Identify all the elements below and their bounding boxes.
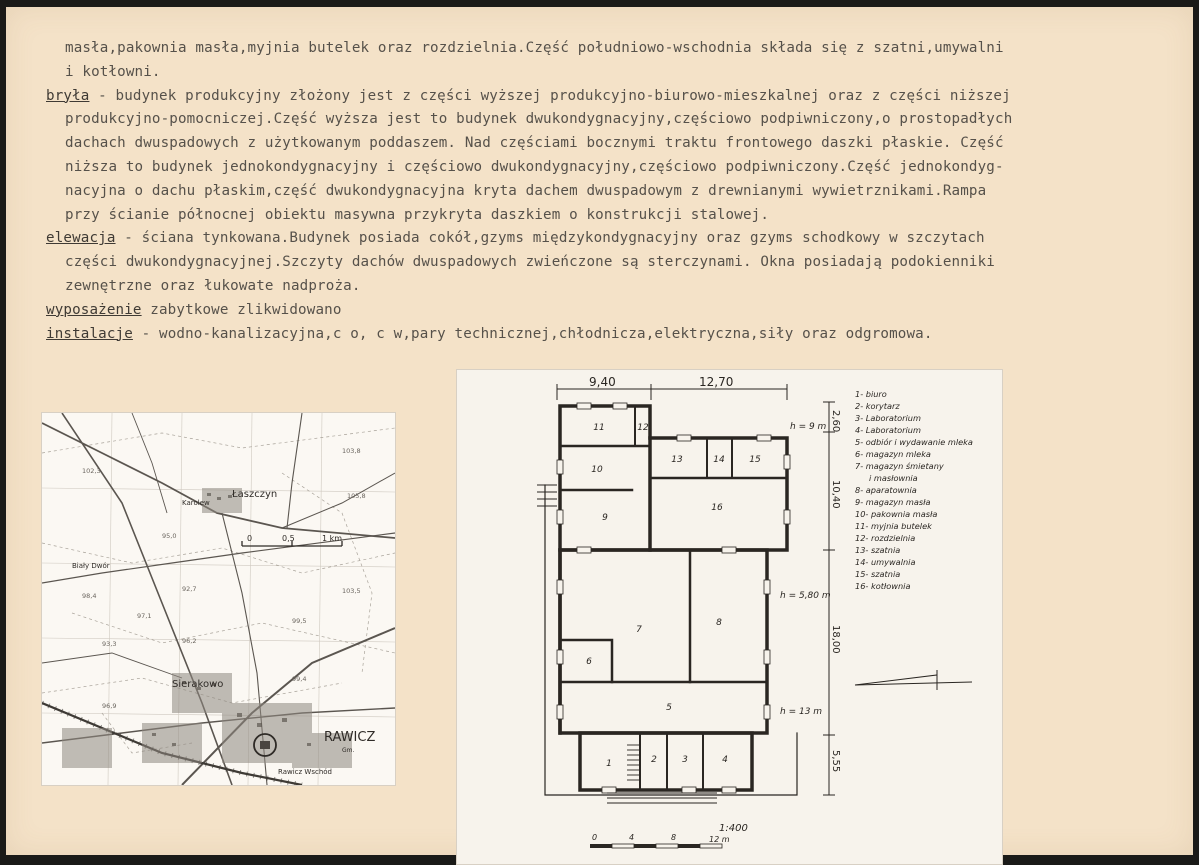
room-number: 10 [591, 465, 603, 475]
room-number: 14 [713, 455, 725, 465]
document-page [6, 7, 1193, 855]
text-span: niższa to budynek jednokondygnacyjny i częściowo dwukondygnacyjny,częściowo podpiwniczony.Część jednokondyg- [65, 158, 1004, 175]
text-line [46, 108, 1176, 132]
room-number: 1 [606, 759, 612, 769]
legend-item: 4- Laboratorium [855, 425, 921, 435]
text-span: nacyjna o dachu płaskim,część dwukondygnacyjna kryta dachem dwuspadowym z drewnianymi wywietrznikami.Rampa [65, 182, 987, 199]
room-number: 5 [666, 703, 672, 713]
text-span: - budynek produkcyjny złożony jest z części wyższej produkcyjno-biurowo-mieszkalnej oraz z części niższej [89, 87, 1011, 104]
map-label: Rawicz Wschód [278, 768, 332, 776]
map-label: Sierakowo [172, 679, 224, 690]
text-span: - wodno-kanalizacyjna,c o, c w,pary technicznej,chłodnicza,elektryczna,siły oraz odgromowa. [132, 325, 933, 342]
room-number: 13 [671, 455, 683, 465]
text-span: zewnętrzne oraz łukowate nadproża. [65, 277, 361, 294]
legend-item: 12- rozdzielnia [855, 533, 916, 543]
legend-item: 13- szatnia [855, 545, 901, 555]
legend-item: 8- aparatownia [855, 485, 917, 495]
floor-plan-drawing [457, 370, 1002, 864]
room-number: 12 [637, 423, 649, 433]
legend-item: 14- umywalnia [855, 557, 916, 567]
room-number: 8 [716, 618, 722, 628]
room-number: 16 [711, 503, 723, 513]
dimension-label: 5,55 [830, 750, 841, 773]
elevation-label: 96,2 [182, 637, 197, 645]
text-line [46, 61, 1176, 85]
dimension-label: 12,70 [699, 375, 734, 389]
legend-item: 3- Laboratorium [855, 413, 921, 423]
map-drawing [42, 413, 395, 785]
elevation-label: 93,3 [102, 640, 117, 648]
legend-item: 10- pakownia masła [855, 509, 938, 519]
elevation-label: 96,9 [102, 702, 117, 710]
room-number: 3 [682, 755, 688, 765]
text-span: części dwukondygnacyjnej.Szczyty dachów dwuspadowych zwieńczone są sterczynami. Okna posiadają podokienniki [65, 254, 996, 271]
section-term: instalacje [46, 325, 133, 342]
elevation-label: 92,7 [182, 585, 197, 593]
location-map [41, 412, 396, 786]
scale-label: 0 [247, 534, 253, 543]
map-label: Łaszczyn [232, 489, 278, 500]
room-number: 9 [602, 513, 608, 523]
text-span: produkcyjno-pomocniczej.Część wyższa jest to budynek dwukondygnacyjny,częściowo podpiwniczony,o prostopadłych [65, 111, 1013, 128]
elevation-label: 95,0 [162, 532, 177, 540]
section-term: bryła [46, 87, 90, 104]
legend-item: i masłownia [869, 473, 918, 483]
section-wyposazenie [46, 299, 1176, 323]
text-span: masła,pakownia masła,myjnia butelek oraz rozdzielnia.Część południowo-wschodnia składa się z szatni,umywalni [65, 40, 1004, 56]
elevation-label: 103,5 [342, 587, 361, 595]
room-number: 15 [749, 455, 761, 465]
elevation-label: 98,4 [82, 592, 97, 600]
legend-item: 16- kotłownia [855, 581, 911, 591]
legend-item: 2- korytarz [855, 401, 900, 411]
legend-item: 11- myjnia butelek [855, 521, 932, 531]
scale-label: 4 [629, 833, 635, 842]
elevation-label: 99,4 [292, 675, 307, 683]
floor-plan [456, 369, 1003, 865]
text-line [46, 204, 1176, 228]
scale-label: 1:400 [719, 823, 748, 834]
room-number: 6 [586, 657, 592, 667]
scale-label: 0 [592, 833, 598, 842]
map-label: Gm. [342, 747, 355, 754]
room-number: 2 [651, 755, 657, 765]
map-label: Karolew [182, 499, 210, 507]
legend-item: 9- magazyn masła [855, 497, 931, 507]
room-number: 7 [636, 625, 642, 635]
text-line [46, 251, 1176, 275]
height-label: h = 9 m [790, 422, 827, 432]
map-label: Biały Dwór [72, 562, 110, 570]
legend-item: 15- szatnia [855, 569, 901, 579]
text-line [46, 275, 1176, 299]
section-term: wyposażenie [46, 301, 142, 318]
scale-label: 12 m [709, 835, 730, 844]
text-line [46, 132, 1176, 156]
elevation-label: 105,8 [347, 492, 366, 500]
text-span: zabytkowe zlikwidowano [141, 301, 342, 318]
dimension-label: 9,40 [589, 375, 616, 389]
section-term: elewacja [46, 230, 116, 247]
dimension-label: 10,40 [830, 480, 841, 509]
room-number: 4 [722, 755, 728, 765]
height-label: h = 13 m [780, 707, 823, 717]
scale-label: 1 km [322, 534, 343, 543]
elevation-label: 103,8 [342, 447, 361, 455]
elevation-label: 99,5 [292, 617, 307, 625]
legend-item: 5- odbiór i wydawanie mleka [855, 437, 973, 447]
height-label: h = 5,80 m [780, 591, 831, 601]
section-bryla [46, 85, 1176, 109]
description-text [46, 37, 1176, 346]
section-elewacja [46, 227, 1176, 251]
text-line [46, 180, 1176, 204]
elevation-label: 97,1 [137, 612, 152, 620]
dimension-label: 18,00 [830, 625, 841, 654]
text-line [46, 156, 1176, 180]
text-span: dachach dwuspadowych z użytkowanym poddaszem. Nad częściami bocznymi traktu frontowego daszki płaskie. Część [65, 135, 1004, 152]
map-label: RAWICZ [324, 730, 376, 745]
text-span: i kotłowni. [65, 63, 161, 80]
text-line [46, 37, 1176, 61]
text-span: przy ścianie północnej obiektu masywna przykryta daszkiem o konstrukcji stalowej. [65, 206, 770, 223]
text-span: - ściana tynkowana.Budynek posiada cokół,gzyms międzykondygnacyjny oraz gzyms schodkowy w szczytach [115, 230, 985, 247]
scale-label: 0,5 [282, 534, 295, 543]
elevation-label: 102,3 [82, 467, 101, 475]
room-number: 11 [593, 423, 605, 433]
scale-label: 8 [671, 833, 677, 842]
legend-item: 6- magazyn mleka [855, 449, 931, 459]
legend-item: 7- magazyn śmietany [855, 461, 944, 471]
legend-item: 1- biuro [855, 389, 887, 399]
dimension-label: 2,60 [830, 410, 841, 433]
section-instalacje [46, 323, 1176, 347]
